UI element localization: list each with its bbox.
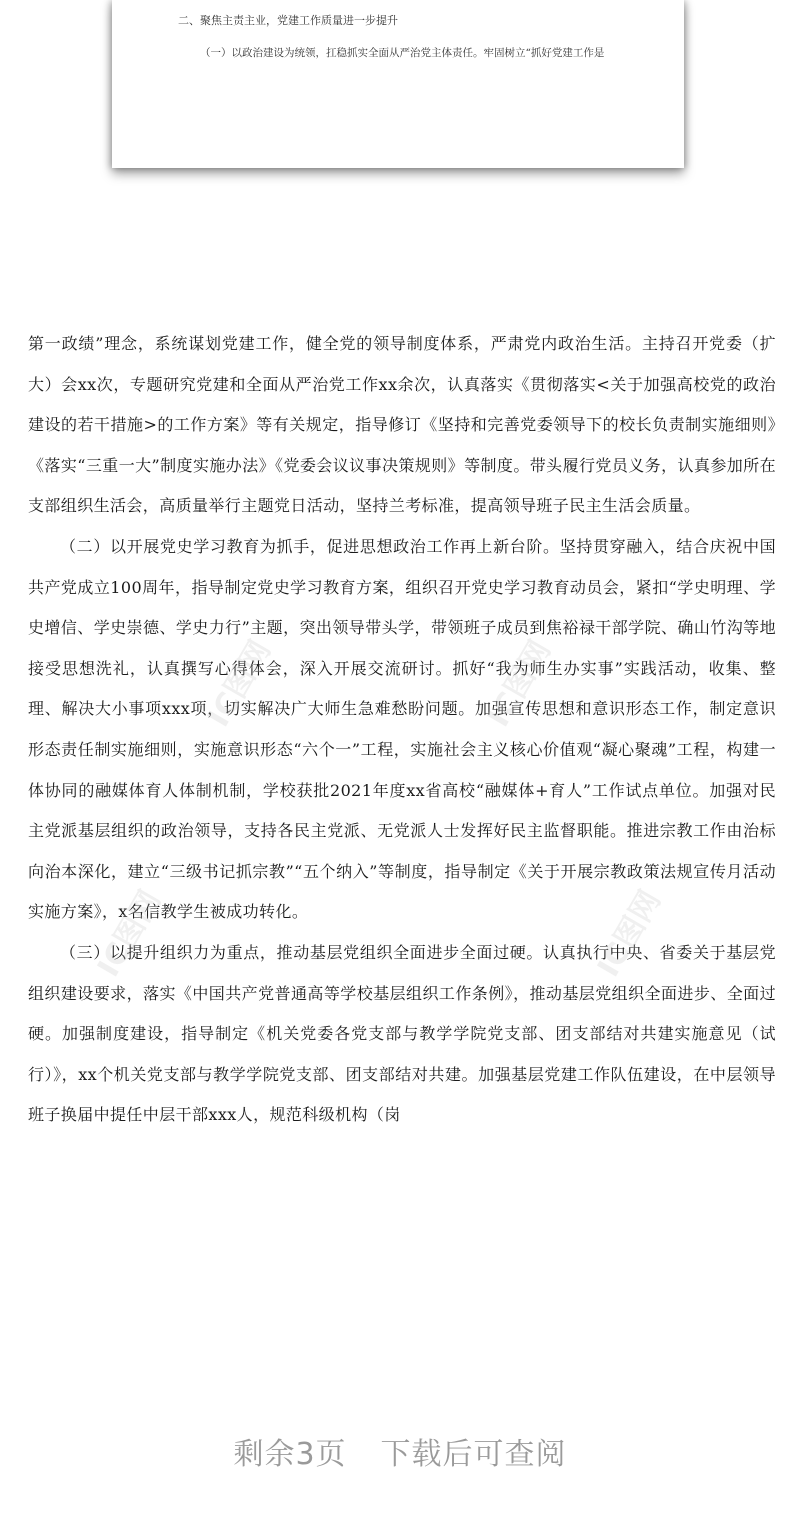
download-prompt[interactable] xyxy=(0,1426,800,1476)
preview-section-heading: 二、聚焦主责主业，党建工作质量进一步提升 xyxy=(178,14,398,27)
paragraph-party-history: （二）以开展党史学习教育为抓手，促进思想政治工作再上新台阶。坚持贯穿融入，结合庆祝中国共产党成立100周年，指导制定党史学习教育方案，组织召开党史学习教育动员会，紧扣“学史明理、学史增信、学史崇德、学史力行”主题，突出领导带头学，带领班子成员到焦裕禄干部学院、确山竹沟等地接受思想洗礼，认真撰写心得体会，深入开展交流研讨。抓好“我为师生办实事”实践活动，收集、整理、解决大小事项xxx项，切实解决广大师生急难愁盼问题。加强宣传思想和意识形态工作，制定意识形态责任制实施细则，实施意识形态“六个一”工程，实施社会主义核心价值观“凝心聚魂”工程，构建一体协同的融媒体育人体制机制，学校获批2021年度xx省高校“融媒体+育人”工作试点单位。加强对民主党派基层组织的政治领导，支持各民主党派、无党派人士发挥好民主监督职能。推进宗教工作由治标向治本深化，建立“三级书记抓宗教”“五个纳入”等制度，指导制定《关于开展宗教政策法规宣传月活动实施方案》，x名信教学生被成功转化。 xyxy=(28,536,776,922)
paragraph-continued: 第一政绩”理念，系统谋划党建工作，健全党的领导制度体系，严肃党内政治生活。主持召开党委（扩大）会xx次，专题研究党建和全面从严治党工作xx余次，认真落实《贯彻落实<关于加强高校党的政治建设的若干措施>的工作方案》等有关规定，指导修订《坚持和完善党委领导下的校长负责制实施细则》《落实“三重一大”制度实施办法》《党委会议议事决策规则》等制度。带头履行党员义务，认真参加所在支部组织生活会，高质量举行主题党日活动，坚持兰考标准，提高领导班子民主生活会质量。 xyxy=(28,334,776,516)
download-to-view-label: 下载后可查阅 xyxy=(380,1437,567,1472)
remaining-pages-label: 剩余3页 xyxy=(233,1437,347,1472)
watermark: IC图网 xyxy=(481,634,559,733)
paragraph-organization: （三）以提升组织力为重点，推动基层党组织全面进步全面过硬。认真执行中央、省委关于基层党组织建设要求，落实《中国共产党普通高等学校基层组织工作条例》，推动基层党组织全面进步、全面过硬。加强制度建设，指导制定《机关党委各党支部与教学学院党支部、团支部结对共建实施意见（试行）》，xx个机关党支部与教学学院党支部、团支部结对共建。加强基层党建工作队伍建设，在中层领导班子换届中提任中层干部xxx人，规范科级机构（岗 xyxy=(28,942,776,1125)
preview-first-line: （一）以政治建设为统领，扛稳抓实全面从严治党主体责任。牢固树立“抓好党建工作是 xyxy=(200,47,605,59)
document-preview-card xyxy=(112,0,684,168)
watermark: IC图网 xyxy=(91,884,169,983)
watermark: IC图网 xyxy=(591,884,669,983)
watermark: IC图网 xyxy=(201,634,279,733)
document-body xyxy=(28,324,776,1136)
